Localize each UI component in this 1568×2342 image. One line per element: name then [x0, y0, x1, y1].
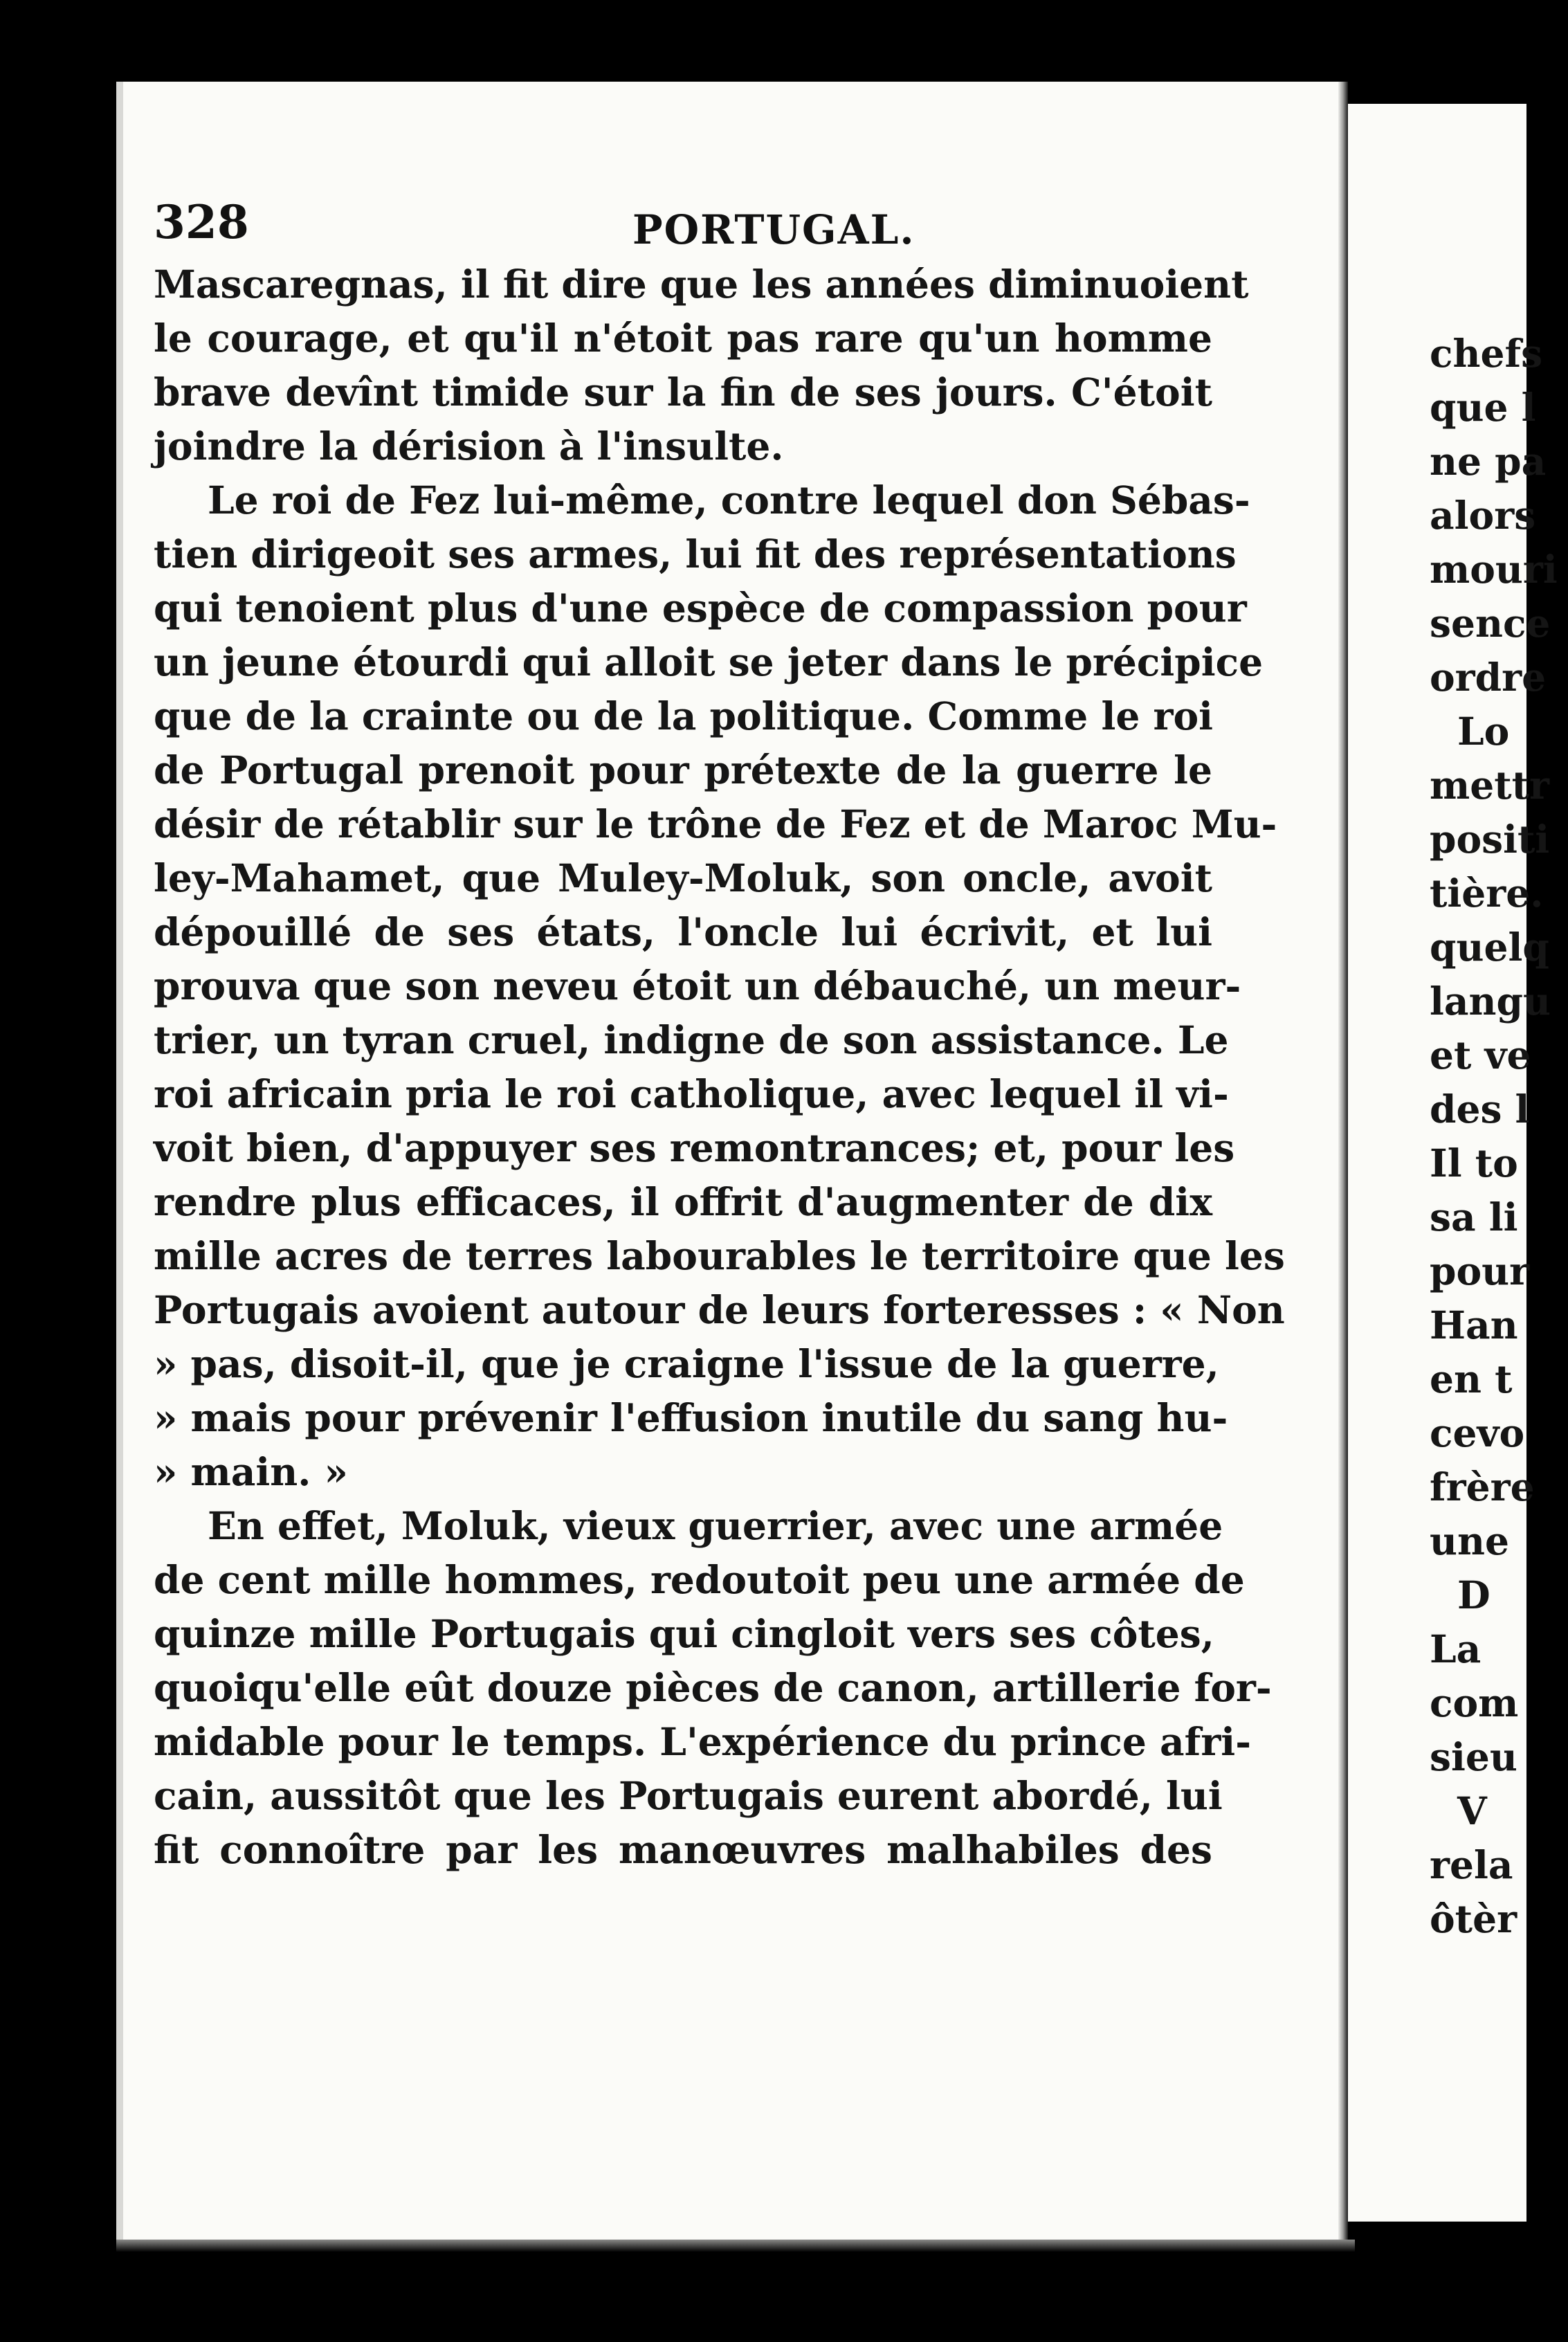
text-line: Le roi de Fez lui-même, contre lequel don Sébas-	[208, 478, 1250, 523]
facing-page-line: La	[1430, 1626, 1482, 1671]
running-head: PORTUGAL.	[632, 206, 915, 253]
facing-page-line: alors	[1430, 493, 1536, 538]
text-line: qui tenoient plus d'une espèce de compassion pour	[154, 586, 1247, 630]
facing-page-line: D	[1457, 1572, 1490, 1617]
text-line: roi africain pria le roi catholique, avec lequel il vi-	[154, 1071, 1229, 1116]
facing-page-line: rela	[1430, 1842, 1513, 1887]
facing-page-line: sence	[1430, 601, 1551, 646]
text-line: midable pour le temps. L'expérience du prince afri-	[154, 1719, 1252, 1764]
text-line: brave devînt timide sur la fin de ses jours. C'étoit	[154, 370, 1212, 415]
text-line: joindre la dérision à l'insulte.	[154, 424, 784, 469]
text-line: un jeune étourdi qui alloit se jeter dans le précipice	[154, 639, 1264, 684]
text-line: ley-Mahamet, que Muley-Moluk, son oncle, avoit	[154, 855, 1212, 900]
facing-page-line: ôtèr	[1430, 1896, 1517, 1941]
text-line: tien dirigeoit ses armes, lui fit des représentations	[154, 532, 1237, 577]
facing-page-line: V	[1457, 1788, 1487, 1833]
facing-page-line: Il to	[1430, 1141, 1518, 1186]
body-text	[154, 257, 1285, 1877]
facing-page-line: Han	[1430, 1302, 1518, 1347]
facing-page-line: des l	[1430, 1087, 1530, 1132]
facing-page-line: cevo	[1430, 1410, 1525, 1455]
facing-page-line: sieu	[1430, 1734, 1517, 1779]
facing-page-line: que l	[1430, 385, 1536, 430]
text-line: » main. »	[154, 1449, 348, 1494]
page-number: 328	[154, 195, 249, 249]
facing-page-line: mettr	[1430, 763, 1549, 808]
facing-page-line: pour	[1430, 1249, 1530, 1293]
text-line: rendre plus efficaces, il offrit d'augmenter de dix	[154, 1179, 1212, 1224]
facing-page-line: tière.	[1430, 871, 1544, 916]
text-line: » pas, disoit-il, que je craigne l'issue de la guerre,	[154, 1341, 1219, 1386]
text-line: En effet, Moluk, vieux guerrier, avec une armée	[208, 1503, 1223, 1548]
text-line: » mais pour prévenir l'effusion inutile du sang hu-	[154, 1395, 1228, 1440]
text-line: mille acres de terres labourables le territoire que les	[154, 1233, 1285, 1278]
text-line: de cent mille hommes, redoutoit peu une armée de	[154, 1557, 1245, 1602]
text-line: voit bien, d'appuyer ses remontrances; et, pour les	[154, 1125, 1235, 1170]
text-line: dépouillé de ses états, l'oncle lui écrivit, et lui	[154, 909, 1212, 954]
facing-page-line: chefs	[1430, 331, 1543, 376]
page-header	[154, 195, 1205, 257]
facing-page-line: en t	[1430, 1356, 1513, 1401]
facing-page-line: mouri	[1430, 547, 1558, 592]
text-line: cain, aussitôt que les Portugais eurent abordé, lui	[154, 1773, 1223, 1818]
text-line: trier, un tyran cruel, indigne de son assistance. Le	[154, 1017, 1229, 1062]
facing-page-line: et ve	[1430, 1033, 1531, 1078]
facing-page-fragment	[1348, 104, 1558, 2222]
facing-page-line: Lo	[1457, 709, 1510, 754]
facing-page-line: ne pa	[1430, 439, 1547, 484]
text-line: le courage, et qu'il n'étoit pas rare qu'un homme	[154, 316, 1212, 361]
facing-page-line: com	[1430, 1680, 1519, 1725]
text-line: que de la crainte ou de la politique. Comme le roi	[154, 693, 1214, 738]
facing-page-line: langu	[1430, 979, 1551, 1024]
text-line: fit connoître par les manœuvres malhabiles des	[154, 1827, 1212, 1872]
text-line: Mascaregnas, il fit dire que les années diminuoient	[154, 262, 1249, 307]
facing-page-line: sa li	[1430, 1195, 1518, 1240]
facing-page-text	[1430, 327, 1568, 1946]
page-bottom-edge	[116, 2240, 1355, 2252]
facing-page-line: une	[1430, 1518, 1509, 1563]
text-line: prouva que son neveu étoit un débauché, un meur-	[154, 963, 1241, 1008]
text-line: Portugais avoient autour de leurs forteresses : « Non	[154, 1287, 1285, 1332]
text-line: quinze mille Portugais qui cingloit vers ses côtes,	[154, 1611, 1214, 1656]
facing-page-line: positi	[1430, 817, 1550, 862]
text-line: de Portugal prenoit pour prétexte de la guerre le	[154, 747, 1212, 792]
facing-page-line: quelq	[1430, 925, 1549, 970]
text-line: quoiqu'elle eût douze pièces de canon, artillerie for-	[154, 1665, 1272, 1710]
text-line: désir de rétablir sur le trône de Fez et de Maroc Mu-	[154, 801, 1277, 846]
facing-page-line: frère	[1430, 1464, 1535, 1509]
facing-page-line: ordre	[1430, 655, 1547, 700]
